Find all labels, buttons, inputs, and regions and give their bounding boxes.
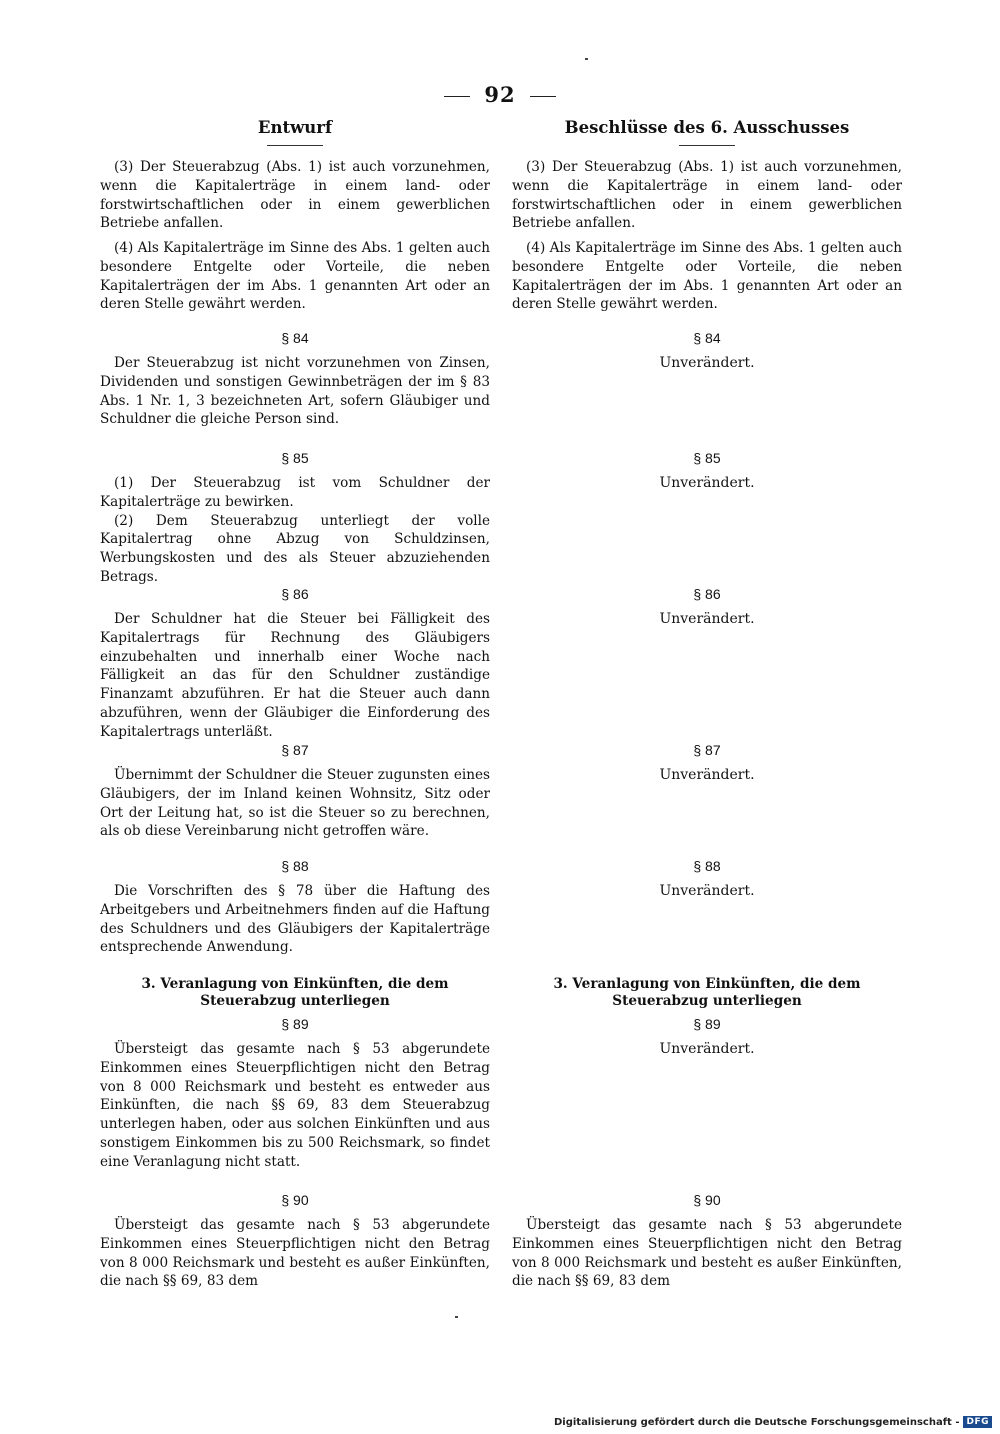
paragraph-83-3: (3) Der Steuerabzug (Abs. 1) ist auch vorzunehmen, wenn die Kapitalerträge in einem land- oder forstwirtschaftlichen oder in einem gewerblichen Betriebe anfallen.: [512, 159, 902, 232]
section-86-heading: § 86: [281, 586, 309, 602]
section-85-heading: § 85: [693, 450, 721, 466]
section-87-text: Übernimmt der Schuldner die Steuer zugunsten eines Gläubigers, der im Inland keinen Wohnsitz, Sitz oder Ort der Leitung hat, so ist die Steuer so zu berechnen, als ob diese Vereinbarung nicht getroffen wäre.: [100, 767, 490, 840]
footer-credit: [554, 1416, 992, 1428]
subsection-heading: 3. Veranlagung von Einkünften, die dem Steuerabzug unterliegen: [553, 976, 861, 1009]
section-88-text: Die Vorschriften des § 78 über die Haftung des Arbeitgebers und Arbeitnehmers finden auf die Haftung des Schuldners und des Gläubigers der Kapitalerträge entsprechende Anwendung.: [100, 883, 490, 956]
section-89-heading: § 89: [693, 1016, 721, 1032]
column-heading: Beschlüsse des 6. Ausschusses: [564, 118, 850, 137]
subsection-heading: 3. Veranlagung von Einkünften, die dem Steuerabzug unterliegen: [141, 976, 449, 1009]
section-90-heading: § 90: [693, 1192, 721, 1208]
paragraph-83-3: (3) Der Steuerabzug (Abs. 1) ist auch vorzunehmen, wenn die Kapitalerträge in einem land- oder forstwirtschaftlichen oder in einem gewerblichen Betriebe anfallen.: [100, 159, 490, 232]
section-89-text: Übersteigt das gesamte nach § 53 abgerundete Einkommen eines Steuerpflichtigen nicht den Betrag von 8 000 Reichsmark und besteht es entweder aus Einkünften, die nach §§ 69, 83 dem Steuerabzug unterlegen haben, oder aus solchen Einkünften und aus sonstigem Einkommen bis zu 500 Reichsmark, so findet eine Veranlagung nicht statt.: [100, 1041, 490, 1170]
column-heading: Entwurf: [257, 118, 333, 137]
dash-right: [530, 96, 556, 97]
section-85-unchanged: Unverändert.: [659, 475, 755, 491]
paragraph-83-4: (4) Als Kapitalerträge im Sinne des Abs. 1 gelten auch besondere Entgelte oder Vorteile, die neben Kapitalerträgen der im Abs. 1 genannten Art oder an deren Stelle gewährt werden.: [512, 240, 902, 313]
section-88-unchanged: Unverändert.: [659, 883, 755, 899]
section-89-unchanged: Unverändert.: [659, 1041, 755, 1057]
dash-left: [444, 96, 470, 97]
section-87-unchanged: Unverändert.: [659, 767, 755, 783]
heading-rule: [267, 145, 323, 158]
section-90-heading: § 90: [281, 1192, 309, 1208]
section-85-heading: § 85: [281, 450, 309, 466]
scan-speck: [455, 1316, 458, 1318]
section-90-text: Übersteigt das gesamte nach § 53 abgerundete Einkommen eines Steuerpflichtigen nicht den Betrag von 8 000 Reichsmark und besteht es außer Einkünften, die nach §§ 69, 83 dem: [100, 1217, 490, 1290]
section-84-heading: § 84: [281, 330, 309, 346]
section-88-heading: § 88: [281, 858, 309, 874]
section-84-heading: § 84: [693, 330, 721, 346]
section-86-heading: § 86: [693, 586, 721, 602]
section-88-heading: § 88: [693, 858, 721, 874]
section-90-text: Übersteigt das gesamte nach § 53 abgerundete Einkommen eines Steuerpflichtigen nicht den Betrag von 8 000 Reichsmark und besteht es außer Einkünften, die nach §§ 69, 83 dem: [512, 1217, 902, 1290]
section-85-text-2: (2) Dem Steuerabzug unterliegt der volle Kapitalertrag ohne Abzug von Schuldzinsen, Werbungskosten und des als Steuer abzuziehenden Betrags.: [100, 512, 490, 585]
dfg-logo: DFG: [963, 1416, 992, 1428]
footer-text: Digitalisierung gefördert durch die Deutsche Forschungsgemeinschaft -: [553, 1416, 960, 1428]
page-number: [0, 82, 1000, 107]
column-entwurf: [100, 118, 490, 1298]
section-87-heading: § 87: [281, 742, 309, 758]
section-86-unchanged: Unverändert.: [659, 611, 755, 627]
scan-speck: [585, 58, 588, 60]
column-beschluesse: [512, 118, 902, 1298]
section-86-text: Der Schuldner hat die Steuer bei Fälligkeit des Kapitalertrags für Rechnung des Gläubigers einzubehalten und innerhalb einer Woche nach Fälligkeit an das für den Schuldner zuständige Finanzamt abzuführen. Er hat die Steuer auch dann abzuführen, wenn der Gläubiger die Einforderung des Kapitalertrags unterläßt.: [100, 611, 490, 740]
section-85-text-1: (1) Der Steuerabzug ist vom Schuldner der Kapitalerträge zu bewirken.: [100, 475, 490, 510]
section-89-heading: § 89: [281, 1016, 309, 1032]
heading-rule: [679, 145, 735, 158]
section-84-unchanged: Unverändert.: [659, 355, 755, 371]
section-87-heading: § 87: [693, 742, 721, 758]
section-84-text: Der Steuerabzug ist nicht vorzunehmen von Zinsen, Dividenden und sonstigen Gewinnbeträgen der im § 83 Abs. 1 Nr. 1, 3 bezeichneten Art, sofern Gläubiger und Schuldner die gleiche Person sind.: [100, 355, 490, 428]
paragraph-83-4: (4) Als Kapitalerträge im Sinne des Abs. 1 gelten auch besondere Entgelte oder Vorteile, die neben Kapitalerträgen der im Abs. 1 genannten Art oder an deren Stelle gewährt werden.: [100, 240, 490, 313]
page-number-text: 92: [484, 82, 516, 107]
